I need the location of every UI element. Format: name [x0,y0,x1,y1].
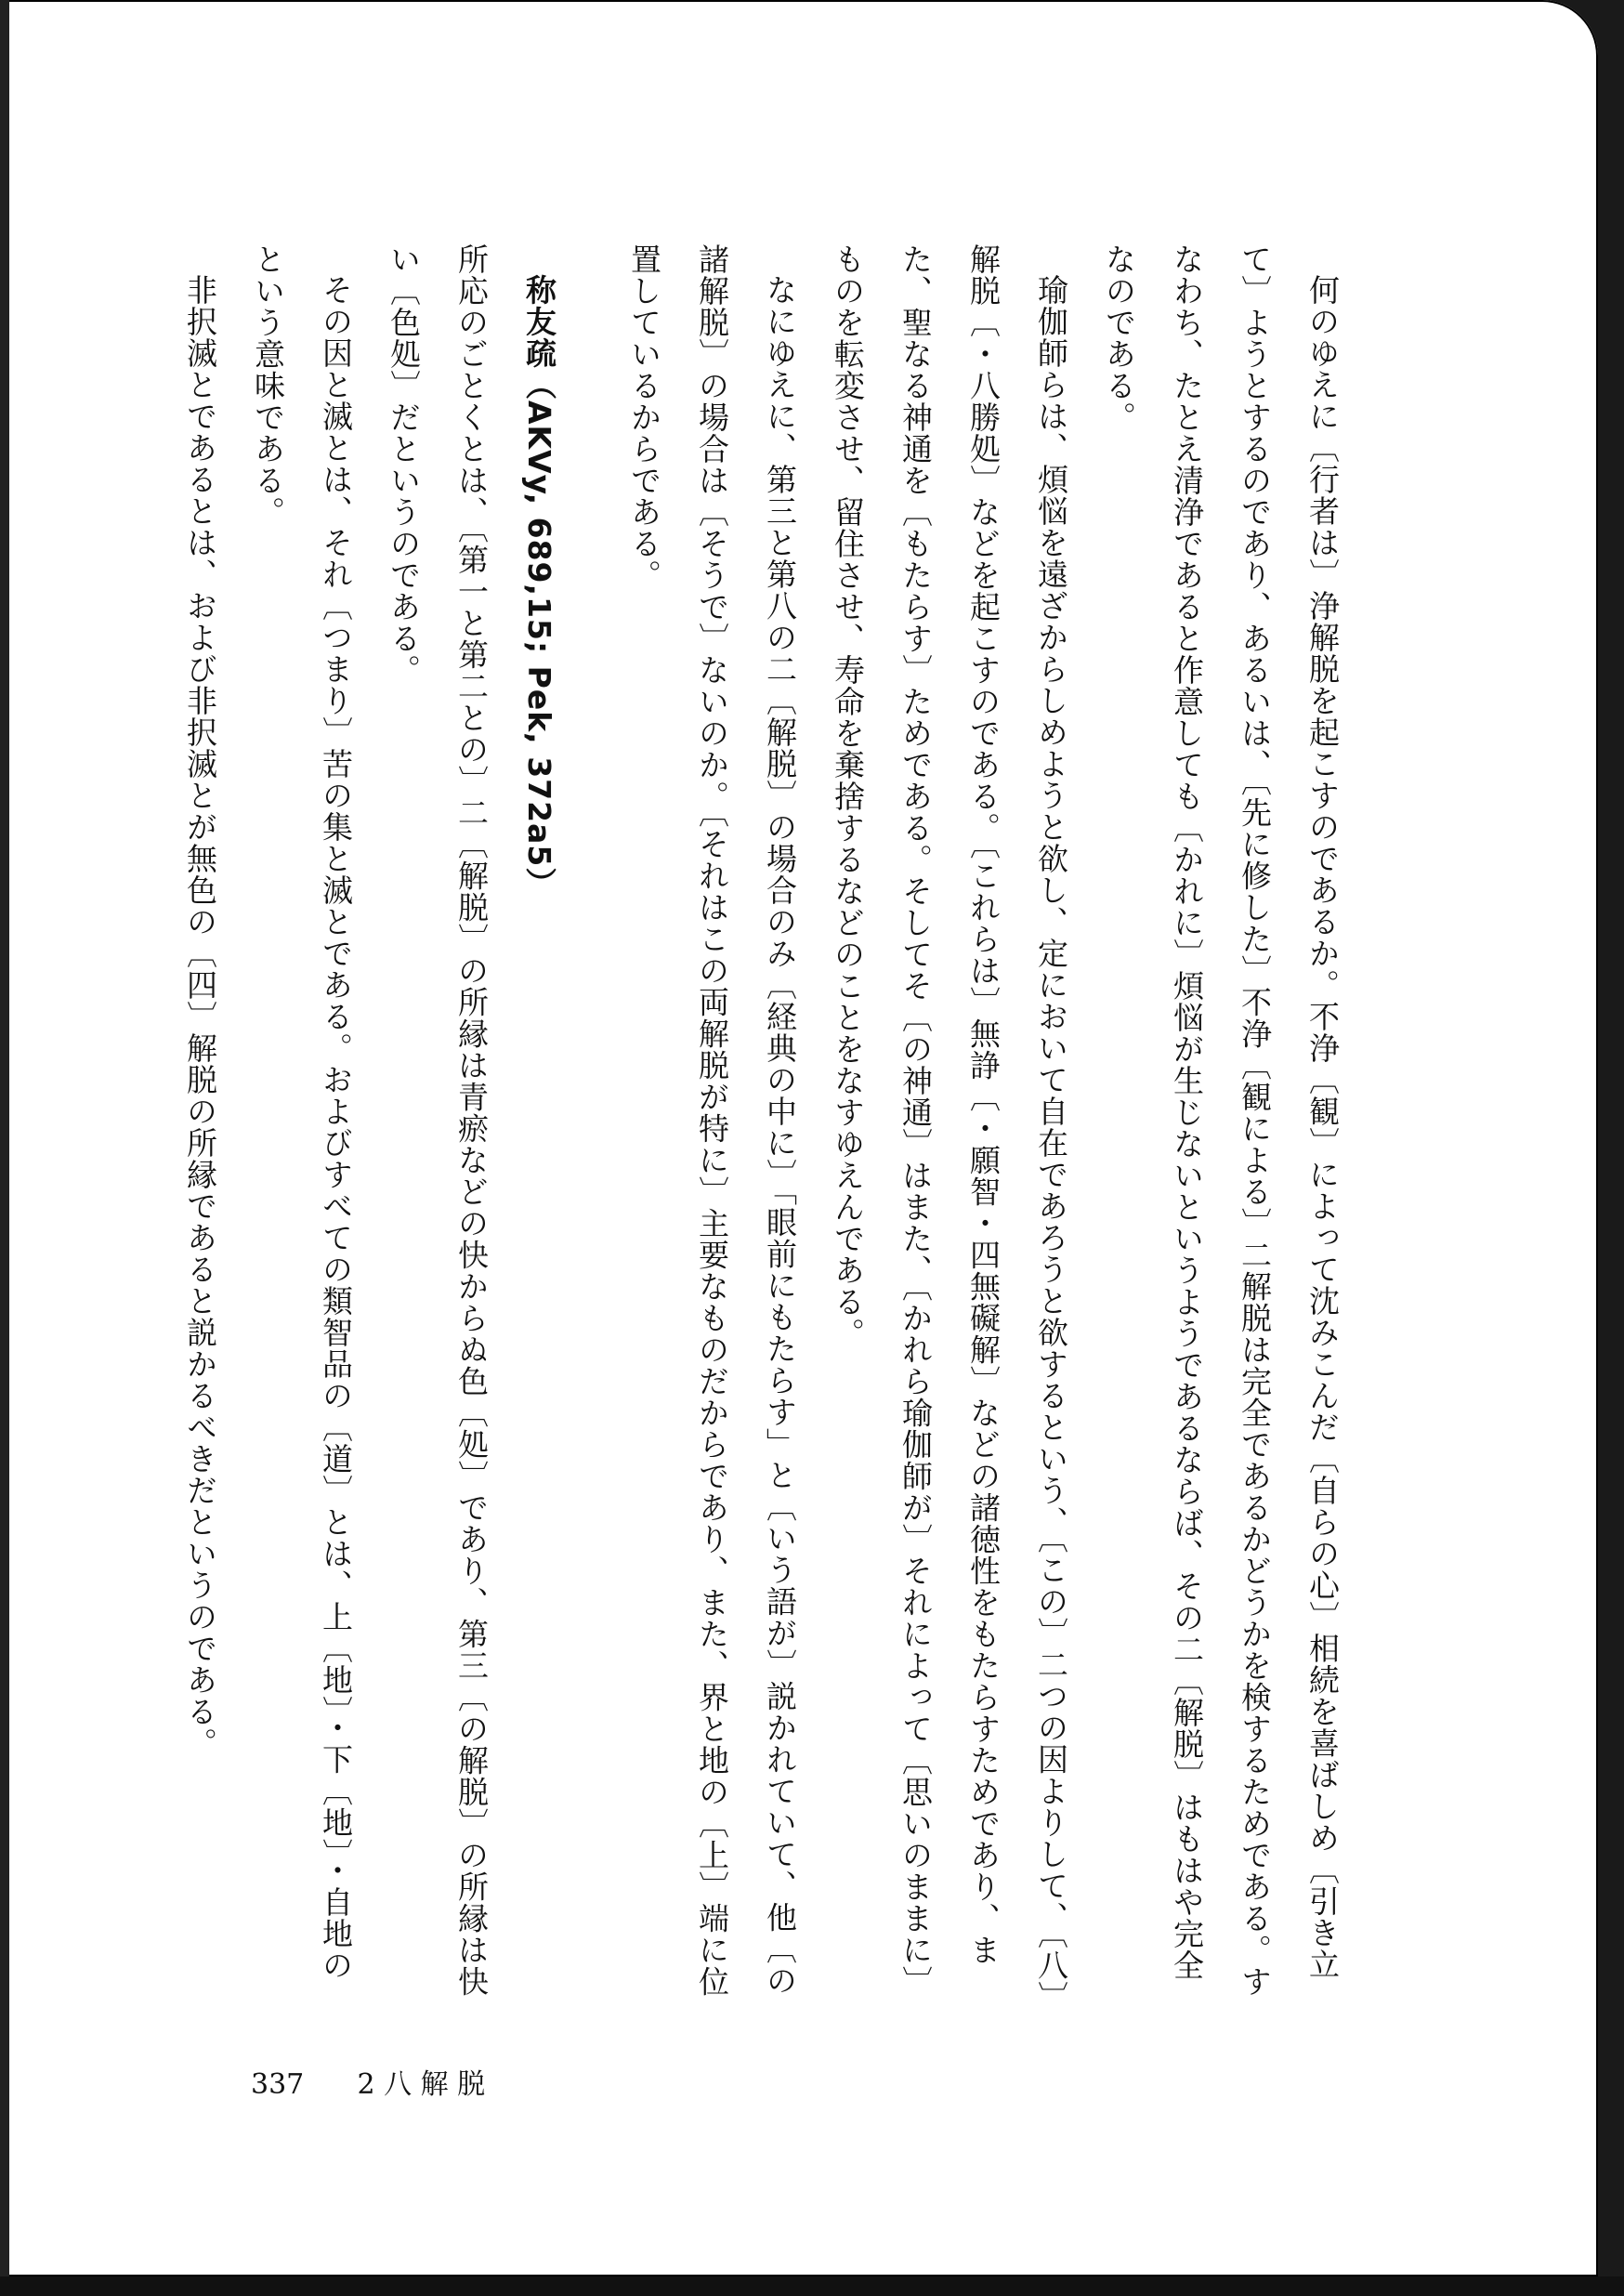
section-heading: 称友疏（AKVy, 689,15; Pek, 372a5） [521,274,557,899]
scan-bottom-edge [0,2276,1624,2296]
page-binding-edge [0,0,9,2276]
section-title: 2 八 解 脱 [357,2068,486,2101]
commentary-2: その因と滅とは、それ〔つまり〕苦の集と滅とである。およびすべての類智品の〔道〕とは、上〔地〕・下〔地〕・自地のという意味である。 [250,243,354,1981]
commentary-3: 非択滅とであるとは、および非択滅とが無色の〔四〕解脱の所縁であると説かるべきだというのである。 [182,274,218,1759]
commentary-1: 所応のごとくとは、〔第一と第二との〕二〔解脱〕の所縁は青瘀などの快からぬ色〔処〕であり、第三〔の解脱〕の所縁は快い〔色処〕だというのである。 [386,243,490,1998]
paragraph-2: 瑜伽師らは、煩悩を遠ざからしめようと欲し、定において自在であろうと欲するという、〔この〕二つの因よりして、〔八〕解脱〔・八勝処〕などを起こすのである。〔これらは〕無諍〔・願智・四無礙解〕などの諸徳性をもたらすためであり、また、聖なる神通を〔もたらす〕ためである。そしてそ〔の神通〕はまた、〔かれら瑜伽師が〕それによって〔思いのままに〕ものを転変させ、留住させ、寿命を棄捨するなどのことをなすゆえんである。 [830,243,1069,1998]
paragraph-3: なにゆえに、第三と第八の二〔解脱〕の場合のみ〔経典の中に〕「眼前にもたらす」と〔いう語が〕説かれていて、他〔の諸解脱〕の場合は〔そうで〕ないのか。〔それはこの両解脱が特に〕主要なものだからであり、また、界と地の〔上〕端に位置しているからである。 [626,243,798,1998]
page-footer [251,2061,485,2102]
page-number: 337 [251,2068,305,2101]
section-gap [573,243,610,2009]
main-text [166,243,1356,2009]
paragraph-1: 何のゆえに〔行者は〕浄解脱を起こすのであるか。不浄〔観〕によって沈みこんだ〔自らの心〕相続を喜ばしめ〔引き立て〕ようとするのであり、あるいは、〔先に修した〕不浄〔観による〕二解脱は完全であるかどうかを検するためである。すなわち、たとえ清浄であると作意しても〔かれに〕煩悩が生じないというようであるならば、その二〔解脱〕はもはや完全なのである。 [1101,243,1341,1998]
